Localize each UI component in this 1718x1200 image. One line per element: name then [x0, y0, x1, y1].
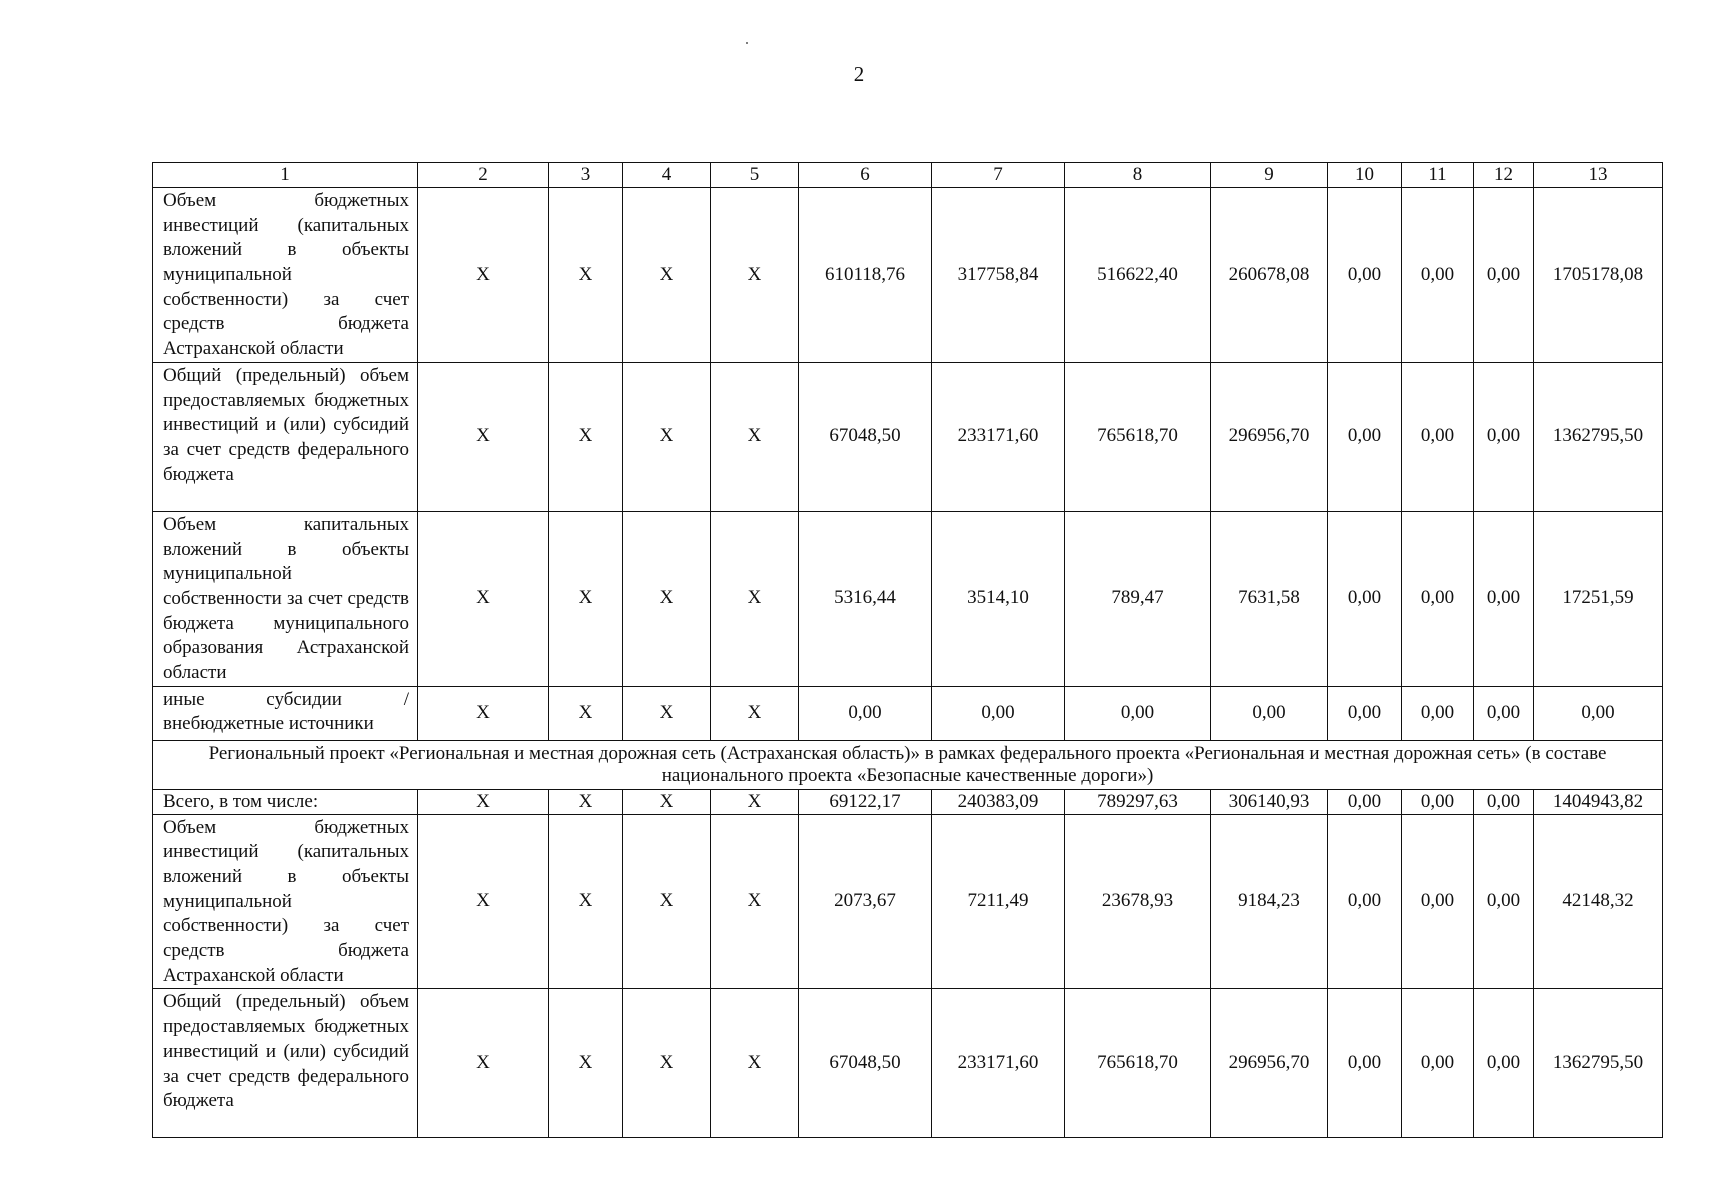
table-cell: X — [711, 686, 799, 740]
table-cell: 0,00 — [1402, 686, 1474, 740]
column-number: 5 — [711, 163, 799, 188]
column-number: 2 — [418, 163, 549, 188]
table-cell: 3514,10 — [932, 511, 1065, 686]
table-cell: 2073,67 — [799, 814, 932, 989]
table-row — [153, 188, 1663, 363]
table-cell: 0,00 — [1474, 686, 1534, 740]
table-cell: X — [711, 511, 799, 686]
table-cell: 0,00 — [1474, 989, 1534, 1138]
table-cell: X — [711, 814, 799, 989]
table-cell: 516622,40 — [1065, 188, 1211, 363]
table-cell: 296956,70 — [1211, 362, 1328, 511]
table-cell: 0,00 — [799, 686, 932, 740]
table-row — [153, 362, 1663, 511]
table-cell: 0,00 — [1474, 188, 1534, 363]
table-cell: 1362795,50 — [1534, 989, 1663, 1138]
table-row — [153, 814, 1663, 989]
table-cell: X — [549, 686, 623, 740]
table-cell: 0,00 — [1328, 789, 1402, 814]
table-cell: X — [418, 188, 549, 363]
table-cell: 1362795,50 — [1534, 362, 1663, 511]
table-cell: 0,00 — [932, 686, 1065, 740]
project-heading: Региональный проект «Региональная и местная дорожная сеть (Астраханская область)» в рамках федерального проекта «Региональная и местная дорожная сеть» (в составе национального проекта «Безопасные качественные дороги») — [153, 740, 1663, 789]
column-number-row — [153, 163, 1663, 188]
column-number: 13 — [1534, 163, 1663, 188]
table-cell: 0,00 — [1328, 686, 1402, 740]
table-cell: 296956,70 — [1211, 989, 1328, 1138]
table-cell: X — [623, 789, 711, 814]
table-cell: X — [549, 989, 623, 1138]
table-cell: 0,00 — [1402, 511, 1474, 686]
column-number: 3 — [549, 163, 623, 188]
column-number: 11 — [1402, 163, 1474, 188]
table-cell: X — [623, 511, 711, 686]
table-cell: 67048,50 — [799, 362, 932, 511]
table-cell: 0,00 — [1402, 362, 1474, 511]
table-cell: 69122,17 — [799, 789, 932, 814]
column-number: 7 — [932, 163, 1065, 188]
column-number: 6 — [799, 163, 932, 188]
table-cell: X — [549, 511, 623, 686]
table-cell: 0,00 — [1402, 188, 1474, 363]
table-cell: X — [418, 814, 549, 989]
table-cell: X — [623, 989, 711, 1138]
table-cell: 9184,23 — [1211, 814, 1328, 989]
row-description: Объем капитальных вложений в объекты муниципальной собственности за счет средств бюджета муниципального образования Астраханской области — [153, 511, 418, 686]
total-row — [153, 789, 1663, 814]
table-cell: 42148,32 — [1534, 814, 1663, 989]
page-number: 2 — [853, 62, 865, 86]
table-cell: 0,00 — [1474, 511, 1534, 686]
table-cell: X — [418, 789, 549, 814]
row-description: Общий (предельный) объем предоставляемых бюджетных инвестиций и (или) субсидий за счет средств федерального бюджета — [153, 989, 418, 1138]
table-cell: 0,00 — [1328, 989, 1402, 1138]
table-cell: 5316,44 — [799, 511, 932, 686]
table-row — [153, 686, 1663, 740]
table-cell: X — [549, 789, 623, 814]
table-cell: 765618,70 — [1065, 362, 1211, 511]
row-description: Объем бюджетных инвестиций (капитальных вложений в объекты муниципальной собственности) за счет средств бюджета Астраханской области — [153, 814, 418, 989]
table-cell: X — [711, 789, 799, 814]
table-cell: X — [711, 989, 799, 1138]
table-cell: 789,47 — [1065, 511, 1211, 686]
column-number: 12 — [1474, 163, 1534, 188]
table-cell: 0,00 — [1474, 789, 1534, 814]
table-cell: X — [549, 814, 623, 989]
table-cell: X — [418, 511, 549, 686]
table-cell: 67048,50 — [799, 989, 932, 1138]
table-cell: 7211,49 — [932, 814, 1065, 989]
table-cell: X — [418, 686, 549, 740]
table-cell: 233171,60 — [932, 989, 1065, 1138]
table-cell: 0,00 — [1328, 814, 1402, 989]
table-cell: 0,00 — [1474, 814, 1534, 989]
column-number: 10 — [1328, 163, 1402, 188]
table-cell: 23678,93 — [1065, 814, 1211, 989]
budget-table — [152, 162, 1663, 1138]
table-cell: X — [418, 989, 549, 1138]
table-row — [153, 989, 1663, 1138]
project-heading-row — [153, 740, 1663, 789]
table-cell: 0,00 — [1402, 789, 1474, 814]
table-cell: 610118,76 — [799, 188, 932, 363]
column-number: 8 — [1065, 163, 1211, 188]
table-cell: 306140,93 — [1211, 789, 1328, 814]
table-cell: X — [623, 686, 711, 740]
table-cell: 0,00 — [1211, 686, 1328, 740]
table-cell: 789297,63 — [1065, 789, 1211, 814]
table-row — [153, 511, 1663, 686]
column-number: 9 — [1211, 163, 1328, 188]
scan-speck — [746, 42, 748, 44]
table-cell: 0,00 — [1328, 188, 1402, 363]
table-cell: 0,00 — [1402, 814, 1474, 989]
table-cell: X — [711, 188, 799, 363]
row-description: Общий (предельный) объем предоставляемых бюджетных инвестиций и (или) субсидий за счет средств федерального бюджета — [153, 362, 418, 511]
table-cell: X — [549, 188, 623, 363]
row-description: Объем бюджетных инвестиций (капитальных вложений в объекты муниципальной собственности) за счет средств бюджета Астраханской области — [153, 188, 418, 363]
table-cell: 0,00 — [1328, 362, 1402, 511]
table-cell: 0,00 — [1328, 511, 1402, 686]
table-cell: 0,00 — [1402, 989, 1474, 1138]
table-cell: 17251,59 — [1534, 511, 1663, 686]
table-cell: X — [623, 188, 711, 363]
table-cell: 0,00 — [1474, 362, 1534, 511]
column-number: 1 — [153, 163, 418, 188]
column-number: 4 — [623, 163, 711, 188]
table-cell: 765618,70 — [1065, 989, 1211, 1138]
table-cell: 240383,09 — [932, 789, 1065, 814]
table-cell: 1705178,08 — [1534, 188, 1663, 363]
table-cell: X — [623, 814, 711, 989]
table-cell: 0,00 — [1534, 686, 1663, 740]
table-cell: 1404943,82 — [1534, 789, 1663, 814]
table-cell: X — [623, 362, 711, 511]
table-cell: 260678,08 — [1211, 188, 1328, 363]
table-cell: 0,00 — [1065, 686, 1211, 740]
table-cell: X — [711, 362, 799, 511]
table-cell: X — [418, 362, 549, 511]
row-description: иные субсидии / внебюджетные источники — [153, 686, 418, 740]
table-cell: X — [549, 362, 623, 511]
table-cell: 233171,60 — [932, 362, 1065, 511]
table-cell: 7631,58 — [1211, 511, 1328, 686]
row-description: Всего, в том числе: — [153, 789, 418, 814]
table-cell: 317758,84 — [932, 188, 1065, 363]
